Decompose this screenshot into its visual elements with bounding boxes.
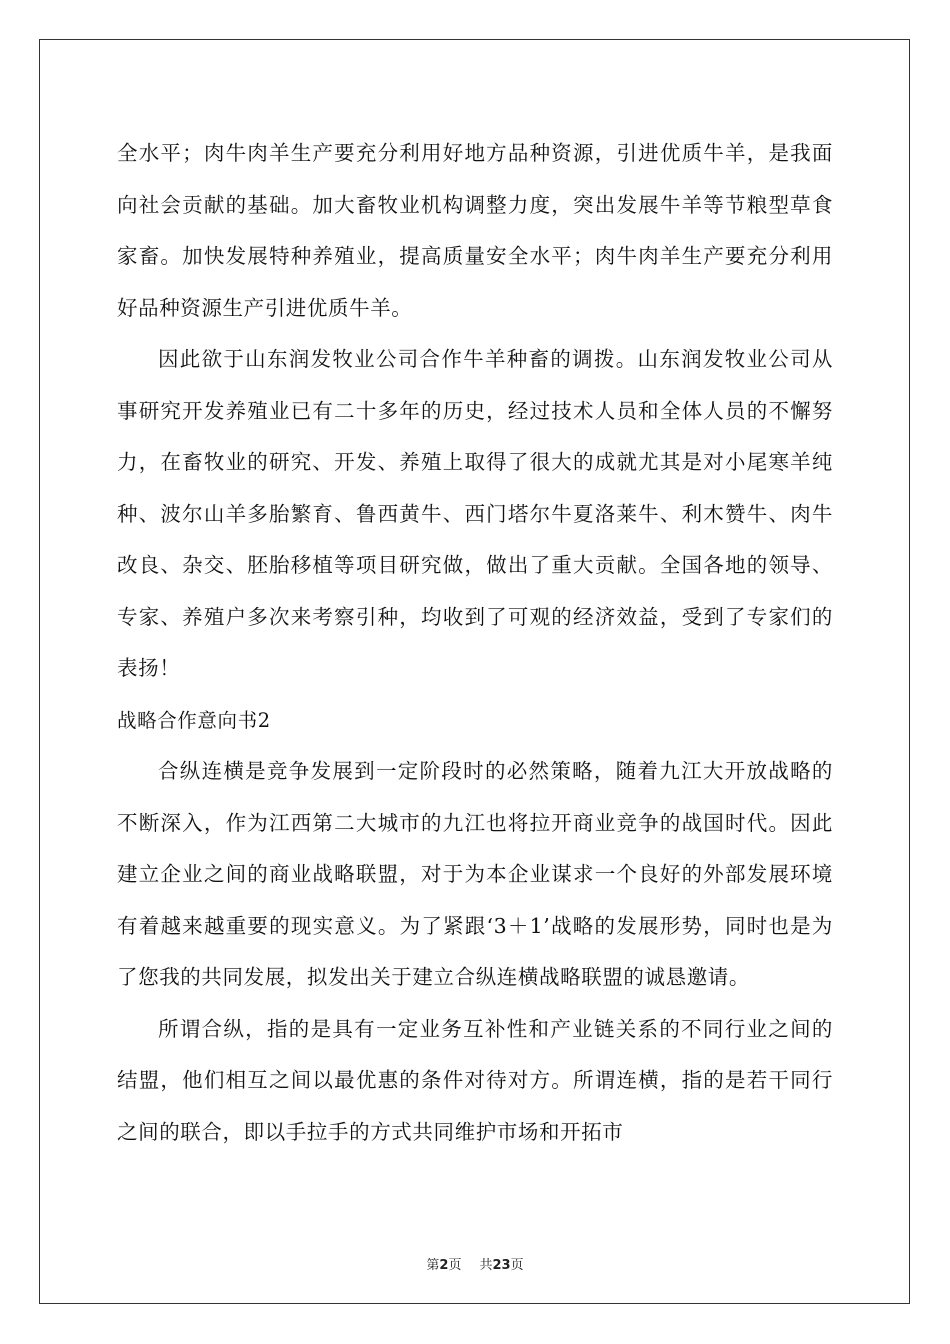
total-suffix: 页 bbox=[510, 1258, 524, 1273]
page-footer bbox=[0, 1258, 950, 1274]
section-heading: 战略合作意向书2 bbox=[117, 708, 271, 732]
paragraph-cooperation: 因此欲于山东润发牧业公司合作牛羊种畜的调拨。山东润发牧业公司从事研究开发养殖业已有二十多年的历史，经过技术人员和全体人员的不懈努力，在畜牧业的研究、开发、养殖上取得了很大的成就尤其是对小尾寒羊纯种、波尔山羊多胎繁育、鲁西黄牛、西门塔尔牛夏洛莱牛、利木赞牛、肉牛改良、杂交、胚胎移植等项目研究做，做出了重大贡献。全国各地的领导、专家、养殖户多次来考察引种，均收到了可观的经济效益，受到了专家们的表扬！ bbox=[117, 347, 833, 680]
total-pages: 23 bbox=[492, 1258, 511, 1273]
paragraph-alliance-definition: 所谓合纵，指的是具有一定业务互补性和产业链关系的不同行业之间的结盟，他们相互之间以最优惠的条件对待对方。所谓连横，指的是若干同行之间的联合，即以手拉手的方式共同维护市场和开拓市 bbox=[117, 1016, 833, 1144]
paragraph-continuation: 全水平；肉牛肉羊生产要充分利用好地方品种资源，引进优质牛羊，是我面向社会贡献的基础。加大畜牧业机构调整力度，突出发展牛羊等节粮型草食家畜。加快发展特种养殖业，提高质量安全水平；肉牛肉羊生产要充分利用好品种资源生产引进优质牛羊。 bbox=[117, 141, 833, 320]
paragraph-alliance-intro: 合纵连横是竞争发展到一定阶段时的必然策略，随着九江大开放战略的不断深入，作为江西第二大城市的九江也将拉开商业竞争的战国时代。因此建立企业之间的商业战略联盟，对于为本企业谋求一个良好的外部发展环境有着越来越重要的现实意义。为了紧跟‘3＋1’战略的发展形势，同时也是为了您我的共同发展，拟发出关于建立合纵连横战略联盟的诚恳邀请。 bbox=[117, 759, 833, 989]
document-body bbox=[117, 128, 833, 1158]
total-prefix: 共 bbox=[479, 1258, 493, 1273]
page-suffix: 页 bbox=[448, 1258, 462, 1273]
page-prefix: 第 bbox=[426, 1258, 440, 1273]
page-number: 2 bbox=[439, 1258, 449, 1273]
